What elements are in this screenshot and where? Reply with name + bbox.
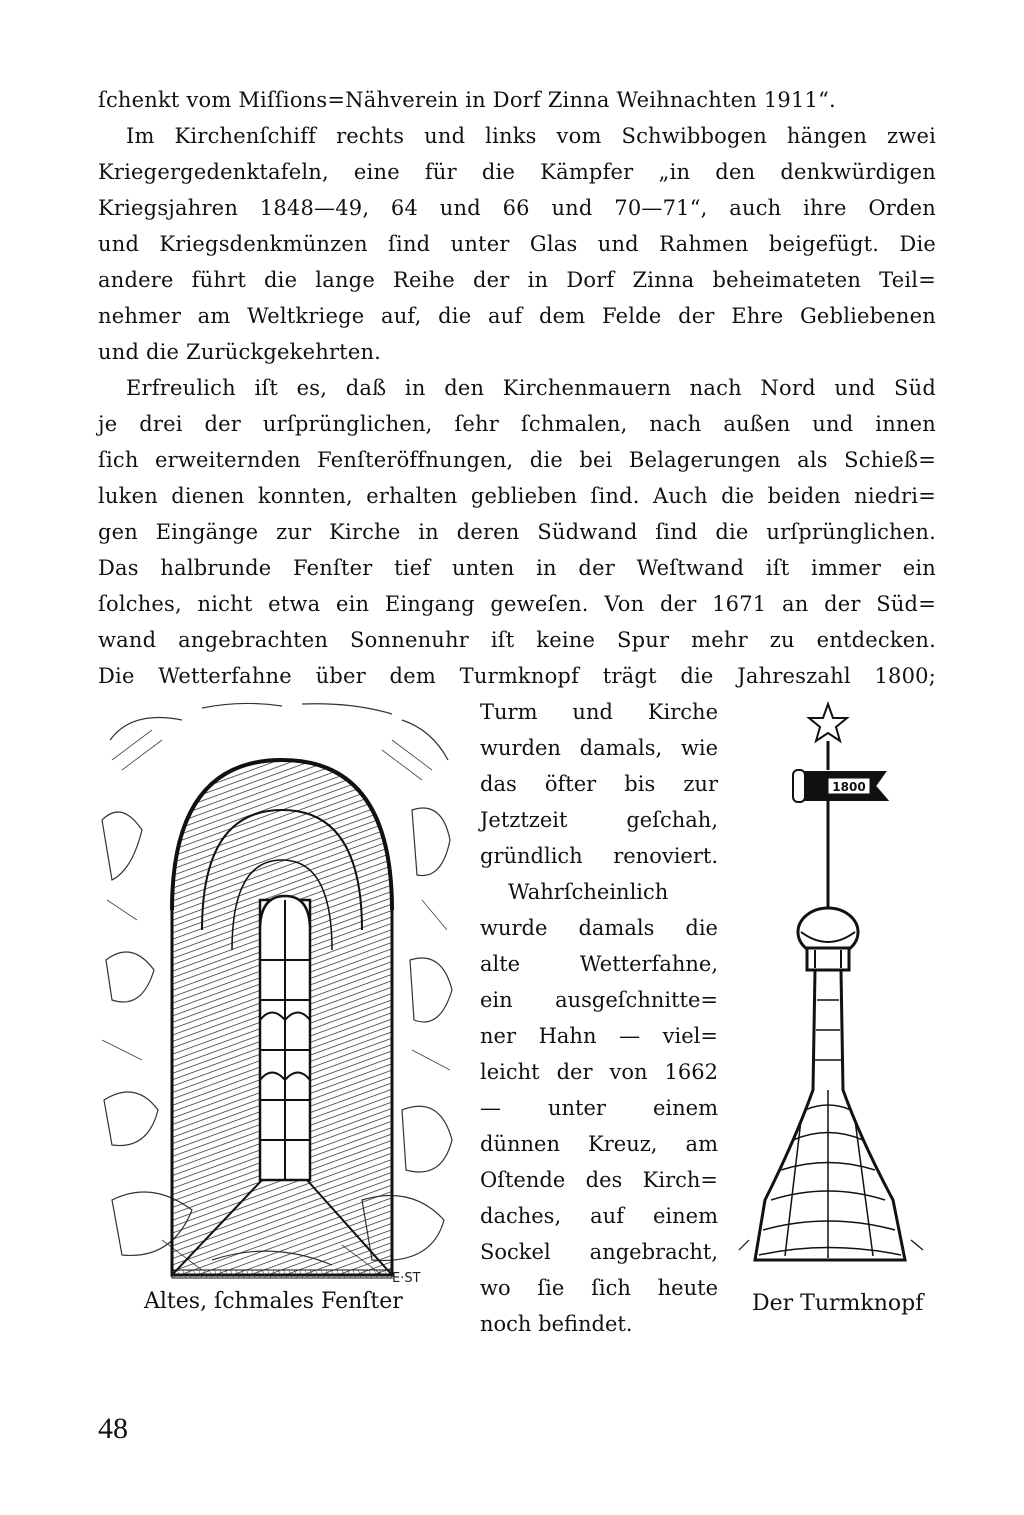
column-line: Turm und Kirche <box>480 700 718 724</box>
text-line: gen Eingänge zur Kirche in deren Südwand ſind die urſprünglichen. <box>98 520 936 544</box>
column-line: Sockel angebracht, <box>480 1240 718 1264</box>
text-line: wand angebrachten Sonnenuhr iſt keine Spur mehr zu entdecken. <box>98 628 936 652</box>
text-line: ſolches, nicht etwa ein Eingang geweſen. Von der 1671 an der Süd= <box>98 592 936 616</box>
right-figure-caption: Der Turmknopf <box>752 1291 924 1316</box>
text-line: und die Zurückgekehrten. <box>98 340 382 364</box>
text-line: nehmer am Weltkriege auf, die auf dem Felde der Ehre Gebliebenen <box>98 304 936 328</box>
text-line: Erfreulich iſt es, daß in den Kirchenmauern nach Nord und Süd <box>126 376 936 400</box>
text-line: ſchenkt vom Miſſions=Nähverein in Dorf Zinna Weihnachten 1911“. <box>98 88 836 112</box>
column-line: ein ausgeſchnitte= <box>480 988 718 1012</box>
old-window-illustration <box>92 700 460 1290</box>
tower-knob-illustration <box>735 700 960 1290</box>
column-line: Wahrſcheinlich <box>508 880 669 904</box>
column-line: gründlich renoviert. <box>480 844 718 868</box>
column-line: wurden damals, wie <box>480 736 718 760</box>
column-line: noch befindet. <box>480 1312 633 1336</box>
column-line: leicht der von 1662 <box>480 1060 718 1084</box>
text-line: Die Wetterfahne über dem Turmknopf trägt die Jahreszahl 1800; <box>98 664 936 688</box>
text-line: andere führt die lange Reihe der in Dorf Zinna beheimateten Teil= <box>98 268 936 292</box>
artist-signature: E·ST <box>392 1271 421 1286</box>
column-line: — unter einem <box>480 1096 718 1120</box>
column-line: Oſtende des Kirch= <box>480 1168 718 1192</box>
text-line: Das halbrunde Fenſter tief unten in der Weſtwand iſt immer ein <box>98 556 936 580</box>
page-number: 48 <box>98 1412 128 1445</box>
column-line: wo ſie ſich heute <box>480 1276 718 1300</box>
column-line: ner Hahn — viel= <box>480 1024 718 1048</box>
column-line: dünnen Kreuz, am <box>480 1132 718 1156</box>
column-line: Jetztzeit geſchah, <box>480 808 718 832</box>
text-line: ſich erweiternden Fenſteröffnungen, die bei Belagerungen als Schieß= <box>98 448 936 472</box>
text-line: je drei der urſprünglichen, ſehr ſchmalen, nach außen und innen <box>98 412 936 436</box>
column-line: daches, auf einem <box>480 1204 718 1228</box>
text-line: Kriegsjahren 1848—49, 64 und 66 und 70—71“, auch ihre Orden <box>98 196 936 220</box>
flag-year: 1800 <box>832 780 866 794</box>
column-line: das öfter bis zur <box>480 772 718 796</box>
column-line: alte Wetterfahne, <box>480 952 718 976</box>
column-line: wurde damals die <box>480 916 718 940</box>
text-line: luken dienen konnten, erhalten geblieben ſind. Auch die beiden niedri= <box>98 484 936 508</box>
text-line: Kriegergedenktafeln, eine für die Kämpfer „in den denkwürdigen <box>98 160 936 184</box>
left-figure-caption: Altes, ſchmales Fenſter <box>144 1289 403 1314</box>
text-line: Im Kirchenſchiff rechts und links vom Schwibbogen hängen zwei <box>126 124 936 148</box>
text-line: und Kriegsdenkmünzen ſind unter Glas und Rahmen beigefügt. Die <box>98 232 936 256</box>
